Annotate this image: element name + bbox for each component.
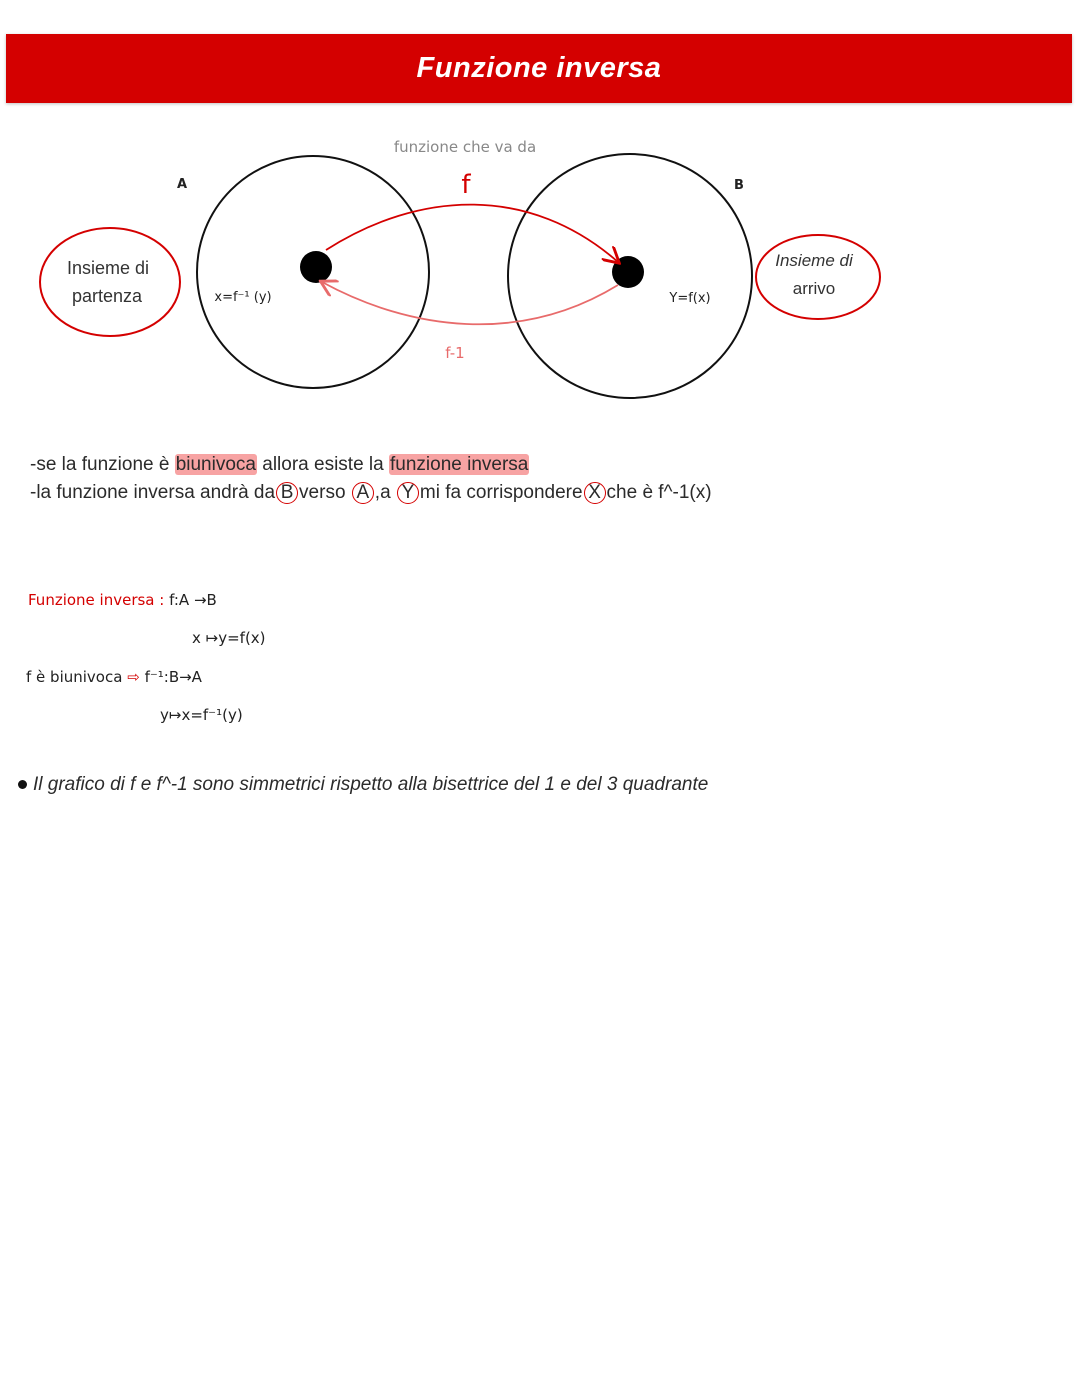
text-segment: mi fa corrispondere xyxy=(419,482,583,503)
set-b-letter: B xyxy=(734,178,744,193)
start-bubble-line2: partenza xyxy=(71,286,143,306)
text-segment: ,a xyxy=(374,482,396,503)
top-note: funzione che va da xyxy=(393,138,537,156)
f-inverse-label: f-1 xyxy=(445,344,465,362)
point-x xyxy=(300,251,332,283)
arrow-f-inverse xyxy=(322,282,618,324)
formula-map: f:A →B xyxy=(169,591,217,609)
circled-a: A xyxy=(352,482,374,504)
highlight-biunivoca: biunivoca xyxy=(175,454,256,475)
formula-definition xyxy=(28,591,217,609)
f-label: f xyxy=(461,170,471,200)
bullet-text: Il grafico di f e f^-1 sono simmetrici rispetto alla bisettrice del 1 e del 3 quadrante xyxy=(33,774,709,795)
bullet-symmetry xyxy=(18,774,708,796)
set-b-content: Y=f(x) xyxy=(669,291,711,306)
line-inverse-direction xyxy=(30,482,712,504)
page-title: Funzione inversa xyxy=(416,52,662,84)
inverse-map: f⁻¹:B→A xyxy=(144,668,202,686)
highlight-funzione-inversa: funzione inversa xyxy=(390,454,529,475)
arrow-f xyxy=(326,205,618,262)
text-segment: allora esiste la xyxy=(256,454,389,475)
formula-label: Funzione inversa : xyxy=(28,591,165,609)
bullet-dot-icon xyxy=(18,780,27,789)
line-biunivoca xyxy=(30,454,529,476)
set-a-letter: A xyxy=(176,177,188,192)
formula-element-map: x ↦y=f(x) xyxy=(192,629,266,647)
set-a-content: x=f⁻¹ (y) xyxy=(214,290,272,305)
start-set-bubble xyxy=(40,228,180,336)
end-set-bubble xyxy=(756,235,880,319)
text-segment: che è f^-1(x) xyxy=(606,482,712,503)
end-bubble-line2: arrivo xyxy=(792,279,836,298)
text-segment: -se la funzione è xyxy=(30,454,175,475)
text-segment: -la funzione inversa andrà da xyxy=(30,482,276,503)
biunivoca-label: f è biunivoca xyxy=(26,668,123,686)
circled-x: X xyxy=(584,482,606,504)
text-segment: verso xyxy=(299,482,351,503)
formula-biunivoca xyxy=(26,668,202,686)
formula-inverse-element-map: y↦x=f⁻¹(y) xyxy=(160,706,243,724)
circled-y: Y xyxy=(397,482,419,504)
circled-b: B xyxy=(276,482,298,504)
start-bubble-line1: Insieme di xyxy=(66,258,150,278)
implies-arrow-icon: ⇨ xyxy=(127,668,140,686)
end-bubble-line1: Insieme di xyxy=(775,251,853,270)
inverse-function-diagram xyxy=(0,0,1080,420)
